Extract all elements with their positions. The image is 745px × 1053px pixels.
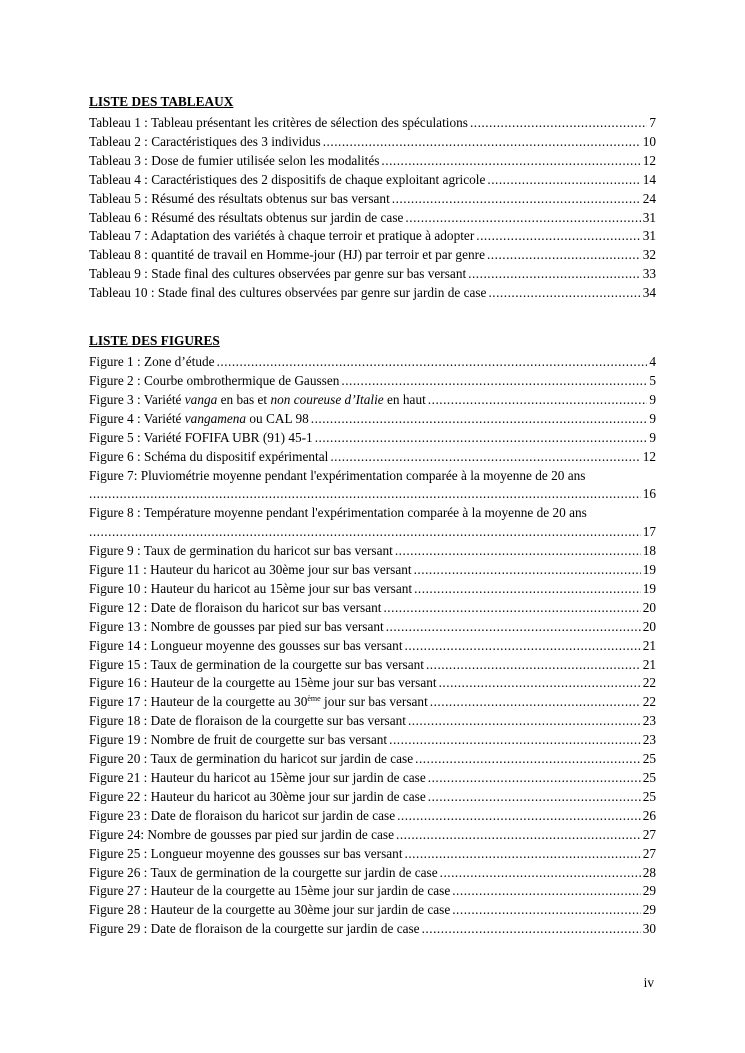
figure-entry[interactable] <box>89 429 656 448</box>
entry-label <box>89 391 426 410</box>
figure-entry[interactable] <box>89 353 656 372</box>
entry-label: Tableau 10 : Stade final des cultures observées par genre sur jardin de case <box>89 285 487 301</box>
leader-dots <box>381 152 640 171</box>
table-entry[interactable] <box>89 227 656 246</box>
figure-entry[interactable] <box>89 864 656 883</box>
entry-label: Figure 9 : Taux de germination du haricot sur bas versant <box>89 543 393 559</box>
entry-label: Figure 7: Pluviométrie moyenne pendant l'expérimentation comparée à la moyenne de 20 ans <box>89 467 586 483</box>
entry-page: 29 <box>642 883 656 899</box>
entry-page: 19 <box>642 580 656 596</box>
leader-dots <box>476 227 640 246</box>
entry-label: Figure 23 : Date de floraison du haricot sur jardin de case <box>89 807 396 823</box>
entry-page: 24 <box>642 190 656 206</box>
tables-heading: LISTE DES TABLEAUX <box>89 94 234 109</box>
label-text: en bas et <box>217 391 271 407</box>
figure-entry[interactable] <box>89 618 656 637</box>
entry-label: Tableau 5 : Résumé des résultats obtenus sur bas versant <box>89 190 390 206</box>
entry-page: 21 <box>642 656 656 672</box>
figure-entry[interactable] <box>89 561 656 580</box>
entry-page: 19 <box>642 562 656 578</box>
entry-label: Figure 14 : Longueur moyenne des gousses sur bas versant <box>89 637 403 653</box>
entry-label: Tableau 2 : Caractéristiques des 3 individus <box>89 133 321 149</box>
entry-continuation <box>89 523 656 542</box>
tables-list <box>89 114 656 303</box>
leader-dots <box>468 265 641 284</box>
label-text: Figure 4 : Variété <box>89 410 185 426</box>
document-page <box>89 92 656 939</box>
figure-entry[interactable] <box>89 410 656 429</box>
leader-dots <box>383 599 640 618</box>
table-entry[interactable] <box>89 190 656 209</box>
entry-label: Tableau 8 : quantité de travail en Homme-jour (HJ) par terroir et par genre <box>89 247 485 263</box>
entry-page: 25 <box>642 770 656 785</box>
label-italic: vanga <box>184 391 218 407</box>
leader-dots <box>395 542 641 561</box>
entry-page: 22 <box>642 675 656 691</box>
entry-label: Figure 10 : Hauteur du haricot au 15ème jour sur bas versant <box>89 580 413 596</box>
entry-label: Figure 22 : Hauteur du haricot au 30ème jour sur jardin de case <box>89 788 426 804</box>
leader-dots <box>397 807 641 826</box>
leader-dots <box>405 637 641 656</box>
leader-dots <box>323 133 641 152</box>
figure-entry[interactable] <box>89 674 656 693</box>
figure-entry[interactable] <box>89 750 656 769</box>
leader-dots <box>341 372 647 391</box>
figure-entry[interactable] <box>89 467 656 505</box>
figure-entry[interactable] <box>89 504 656 542</box>
entry-page: 20 <box>642 599 656 615</box>
label-italic: non coureuse d’Italie <box>270 391 384 407</box>
entry-label: Tableau 1 : Tableau présentant les critères de sélection des spéculations <box>89 115 468 130</box>
entry-page: 34 <box>642 285 656 301</box>
entry-label: Figure 25 : Longueur moyenne des gousses sur bas versant <box>89 845 403 861</box>
leader-dots <box>217 353 648 372</box>
leader-dots <box>487 171 640 190</box>
entry-page: 20 <box>642 618 656 634</box>
entry-page: 23 <box>642 732 656 748</box>
entry-page: 10 <box>642 133 656 149</box>
leader-dots <box>426 656 641 675</box>
entry-page: 30 <box>642 921 656 937</box>
entry-page: 18 <box>642 543 656 559</box>
entry-page: 33 <box>642 266 656 282</box>
leader-dots <box>405 209 640 228</box>
entry-page: 28 <box>642 864 656 880</box>
entry-label: Figure 19 : Nombre de fruit de courgette sur bas versant <box>89 732 388 748</box>
leader-dots <box>386 618 641 637</box>
figure-entry[interactable] <box>89 656 656 675</box>
entry-label: Figure 18 : Date de floraison de la courgette sur bas versant <box>89 713 406 729</box>
label-italic: vangamena <box>184 410 247 426</box>
leader-dots <box>396 826 641 845</box>
entry-label: Tableau 9 : Stade final des cultures observées par genre sur bas versant <box>89 266 467 282</box>
leader-dots <box>392 190 641 209</box>
entry-label: Figure 21 : Hauteur du haricot au 15ème jour sur jardin de case <box>89 770 426 785</box>
entry-label: Figure 6 : Schéma du dispositif expérimental <box>89 448 329 464</box>
entry-page: 23 <box>642 713 656 729</box>
entry-label: Figure 28 : Hauteur de la courgette au 30ème jour sur jardin de case <box>89 902 451 918</box>
entry-page: 17 <box>642 524 656 540</box>
figures-list <box>89 353 656 939</box>
entry-label <box>89 693 428 712</box>
entry-label: Figure 24: Nombre de gousses par pied sur jardin de case <box>89 826 395 842</box>
figure-entry[interactable] <box>89 901 656 920</box>
entry-page: 5 <box>649 372 656 388</box>
entry-page: 22 <box>642 694 656 710</box>
label-text: ou CAL 98 <box>246 410 309 426</box>
label-text: en haut <box>383 391 426 407</box>
leader-dots <box>311 410 648 429</box>
label-text: jour sur bas versant <box>320 694 428 710</box>
table-entry[interactable] <box>89 265 656 284</box>
leader-dots <box>452 882 640 901</box>
figure-entry[interactable] <box>89 693 656 712</box>
entry-page: 26 <box>642 807 656 823</box>
figure-entry[interactable] <box>89 712 656 731</box>
entry-page: 27 <box>642 845 656 861</box>
figure-entry[interactable] <box>89 448 656 467</box>
figure-entry[interactable] <box>89 599 656 618</box>
entry-label: Tableau 7 : Adaptation des variétés à chaque terroir et pratique à adopter <box>89 228 475 244</box>
entry-page: 25 <box>642 751 656 767</box>
figure-entry[interactable] <box>89 882 656 901</box>
entry-label: Tableau 4 : Caractéristiques des 2 dispositifs de chaque exploitant agricole <box>89 171 486 187</box>
entry-label: Figure 13 : Nombre de gousses par pied sur bas versant <box>89 618 384 634</box>
entry-page: 12 <box>642 152 656 168</box>
figure-entry[interactable] <box>89 731 656 750</box>
entry-page: 9 <box>649 391 656 407</box>
leader-dots <box>330 448 640 467</box>
section-spacer <box>89 303 656 331</box>
entry-label: Figure 16 : Hauteur de la courgette au 15ème jour sur bas versant <box>89 675 437 691</box>
leader-dots <box>488 284 640 303</box>
leader-dots <box>315 429 648 448</box>
entry-page: 31 <box>642 209 656 225</box>
entry-label: Figure 20 : Taux de germination du haricot sur jardin de case <box>89 751 414 767</box>
figure-entry[interactable] <box>89 580 656 599</box>
entry-page: 29 <box>642 902 656 918</box>
leader-dots <box>428 788 641 807</box>
entry-continuation <box>89 485 656 504</box>
table-entry[interactable] <box>89 171 656 190</box>
leader-dots <box>440 864 641 883</box>
entry-label <box>89 410 309 429</box>
table-entry[interactable] <box>89 209 656 228</box>
figure-entry[interactable] <box>89 637 656 656</box>
entry-page: 12 <box>642 448 656 464</box>
figure-entry[interactable] <box>89 845 656 864</box>
leader-dots <box>430 693 641 712</box>
entry-label: Figure 29 : Date de floraison de la courgette sur jardin de case <box>89 921 420 937</box>
entry-label: Figure 11 : Hauteur du haricot au 30ème jour sur bas versant <box>89 562 412 578</box>
leader-dots <box>439 674 641 693</box>
page-number: iv <box>643 975 654 990</box>
leader-dots <box>428 391 648 410</box>
leader-dots <box>428 769 641 788</box>
entry-label: Figure 26 : Taux de germination de la courgette sur jardin de case <box>89 864 438 880</box>
leader-dots <box>414 580 641 599</box>
entry-label: Figure 1 : Zone d’étude <box>89 354 215 370</box>
leader-dots <box>487 246 641 265</box>
leader-dots <box>452 901 640 920</box>
figure-entry[interactable] <box>89 391 656 410</box>
table-entry[interactable] <box>89 114 656 133</box>
entry-page: 9 <box>649 410 656 426</box>
leader-dots <box>415 750 641 769</box>
figure-entry[interactable] <box>89 542 656 561</box>
entry-label: Figure 12 : Date de floraison du haricot sur bas versant <box>89 599 382 615</box>
entry-page: 27 <box>642 826 656 842</box>
figure-entry[interactable] <box>89 807 656 826</box>
entry-page: 21 <box>642 637 656 653</box>
entry-page: 32 <box>642 247 656 263</box>
entry-page: 25 <box>642 788 656 804</box>
leader-dots <box>408 712 641 731</box>
leader-dots <box>89 523 641 542</box>
leader-dots <box>405 845 641 864</box>
table-entry[interactable] <box>89 133 656 152</box>
entry-label: Figure 5 : Variété FOFIFA UBR (91) 45-1 <box>89 429 313 445</box>
entry-label: Figure 8 : Température moyenne pendant l'expérimentation comparée à la moyenne de 20 ans <box>89 505 587 521</box>
label-text: Figure 17 : Hauteur de la courgette au 30 <box>89 694 308 710</box>
leader-dots <box>470 114 647 133</box>
leader-dots <box>422 920 641 939</box>
figure-entry[interactable] <box>89 372 656 391</box>
entry-page: 4 <box>649 354 656 370</box>
entry-label: Figure 27 : Hauteur de la courgette au 15ème jour sur jardin de case <box>89 883 451 899</box>
figures-heading: LISTE DES FIGURES <box>89 333 220 349</box>
figure-entry[interactable] <box>89 920 656 939</box>
entry-page: 7 <box>649 115 656 130</box>
entry-page: 16 <box>642 486 656 502</box>
figure-entry[interactable] <box>89 788 656 807</box>
entry-label: Figure 15 : Taux de germination de la courgette sur bas versant <box>89 656 424 672</box>
entry-page: 31 <box>642 228 656 244</box>
label-text: Figure 3 : Variété <box>89 391 185 407</box>
label-superscript: ème <box>307 694 321 704</box>
entry-label: Figure 2 : Courbe ombrothermique de Gaussen <box>89 372 340 388</box>
entry-page: 14 <box>642 171 656 187</box>
figure-entry[interactable] <box>89 826 656 845</box>
table-entry[interactable] <box>89 284 656 303</box>
leader-dots <box>414 561 641 580</box>
leader-dots <box>389 731 641 750</box>
entry-label: Tableau 6 : Résumé des résultats obtenus sur jardin de case <box>89 209 404 225</box>
entry-page: 9 <box>649 429 656 445</box>
figure-entry[interactable] <box>89 769 656 788</box>
table-entry[interactable] <box>89 152 656 171</box>
table-entry[interactable] <box>89 246 656 265</box>
leader-dots <box>89 485 641 504</box>
entry-label: Tableau 3 : Dose de fumier utilisée selon les modalités <box>89 152 380 168</box>
